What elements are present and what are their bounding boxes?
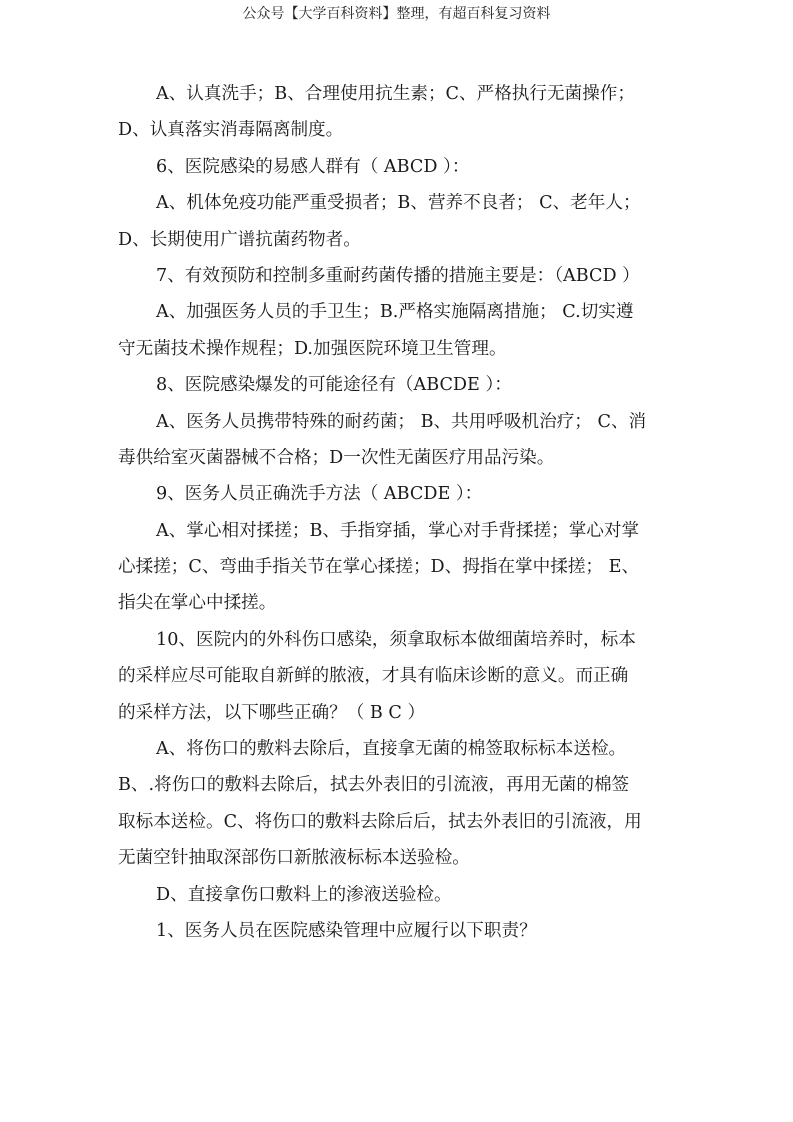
text-line: D、长期使用广谱抗菌药物者。: [118, 229, 361, 250]
text-line: 取标本送检。C、将伤口的敷料去除后后，拭去外表旧的引流液，用: [118, 811, 642, 832]
document-body: [118, 76, 678, 949]
text-line: A、医务人员携带特殊的耐药菌； B、共用呼吸机治疗； C、消: [156, 411, 647, 432]
text-line: 的采样方法，以下哪些正确？（ B C ）: [118, 702, 426, 723]
text-line: 守无菌技术操作规程；D.加强医院环境卫生管理。: [118, 338, 507, 359]
text-line: 指尖在掌心中揉搓。: [118, 593, 277, 614]
text-line: A、加强医务人员的手卫生；B.严格实施隔离措施； C.切实遵: [156, 302, 634, 323]
text-line: 7、有效预防和控制多重耐药菌传播的措施主要是：（ABCD ）: [156, 265, 640, 286]
text-line: A、机体免疫功能严重受损者；B、营养不良者； C、老年人；: [156, 193, 641, 214]
text-line: 无菌空针抽取深部伤口新脓液标标本送验检。: [118, 848, 470, 869]
text-line: B、.将伤口的敷料去除后，拭去外表旧的引流液，再用无菌的棉签: [118, 775, 630, 796]
text-line: 毒供给室灭菌器械不合格；D一次性无菌医疗用品污染。: [118, 447, 555, 468]
text-line: 6、医院感染的易感人群有（ ABCD ）：: [156, 156, 470, 177]
text-line: D、直接拿伤口敷料上的渗液送验检。: [156, 884, 452, 905]
text-line: 9、医务人员正确洗手方法（ ABCDE ）：: [156, 484, 483, 505]
text-line: 的采样应尽可能取自新鲜的脓液，才具有临床诊断的意义。而正确: [118, 666, 629, 687]
text-line: A、将伤口的敷料去除后，直接拿无菌的棉签取标标本送检。: [156, 739, 627, 760]
text-line: A、掌心相对揉搓；B、手指穿插，掌心对手背揉搓；掌心对掌: [156, 520, 640, 541]
page-header: 公众号【大学百科资料】整理，有超百科复习资料: [242, 6, 551, 22]
text-line: 1、医务人员在医院感染管理中应履行以下职责？: [156, 920, 537, 941]
text-line: A、认真洗手；B、合理使用抗生素；C、严格执行无菌操作；: [156, 84, 635, 104]
text-line: 10、医院内的外科伤口感染，须拿取标本做细菌培养时，标本: [156, 629, 636, 650]
text-line: D、认真落实消毒隔离制度。: [118, 120, 344, 141]
text-line: 心揉搓；C、弯曲手指关节在掌心揉搓；D、拇指在掌中揉搓； E、: [118, 557, 640, 578]
text-line: 8、医院感染爆发的可能途径有（ABCDE ）：: [156, 375, 512, 396]
